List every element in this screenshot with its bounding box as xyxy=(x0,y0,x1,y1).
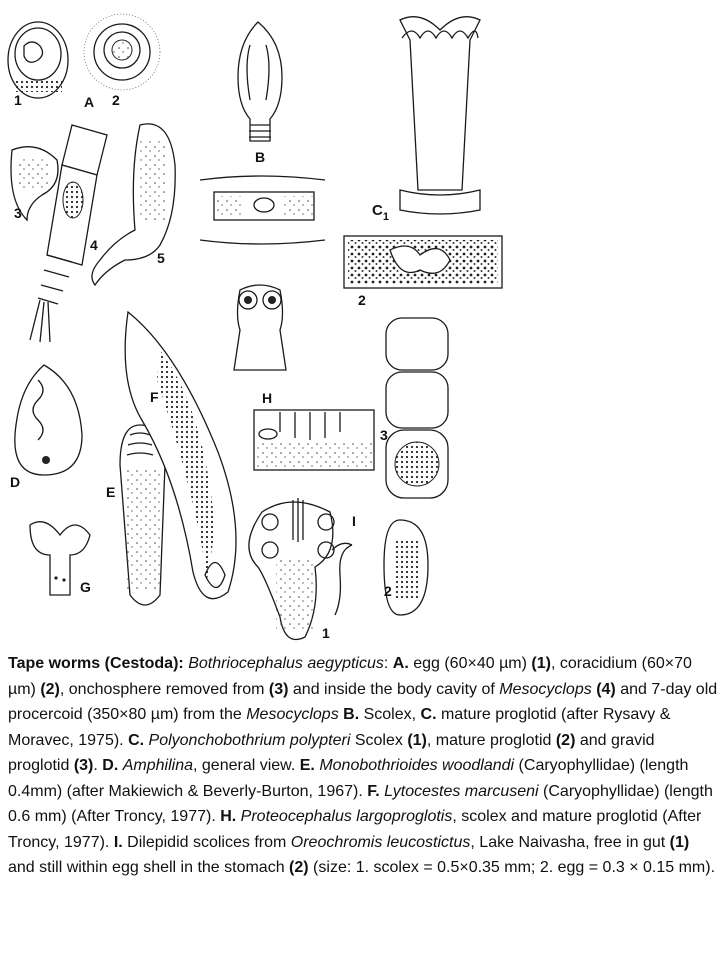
drawing-i2-egg xyxy=(384,520,428,615)
caption-title: Tape worms (Cestoda): xyxy=(8,655,184,672)
label-5: 5 xyxy=(157,250,165,266)
drawing-h-scolex xyxy=(234,285,286,370)
drawing-b-proglotid xyxy=(200,176,325,244)
drawing-c2-proglotid xyxy=(344,236,502,288)
label-a: A xyxy=(84,94,95,110)
drawing-a2-coracidium xyxy=(84,14,160,90)
drawing-c1-scolex xyxy=(400,17,480,214)
label-a2: 2 xyxy=(112,92,120,108)
label-d: D xyxy=(10,474,21,490)
label-g: G xyxy=(80,579,91,595)
drawing-a1-egg xyxy=(8,22,68,98)
figure-caption: Tape worms (Cestoda): Bothriocephalus aegypticus: A. egg (60×40 µm) (1), coracidium (60×70 µm) (2), onchosphere removed from (3) and inside the body cavity of Mesocyclops (4) and 7-day old procercoid (350×80 µm) from the Mesocyclops B. Scolex, C. mature proglotid (after Rysavy & Moravec, 1975). C. Polyonchobothrium polypteri Scolex (1), mature proglotid (2) and gravid proglotid (3). D. Amphilina, general view. E. Monobothrioides woodlandi (Caryophyllidae) (length 0.4mm) (after Makiewich & Beverly-Burton, 1967). F. Lytocestes marcuseni (Caryophyllidae) (length 0.6 mm) (After Troncy, 1977). H. Proteocephalus largoproglotis, scolex and mature proglotid (After Troncy, 1977). I. Dilepidid scolices from Oreochromis leucostictus, Lake Naivasha, free in gut (1) and still within egg shell in the stomach (2) (size: 1. scolex = 0.5×0.35 mm; 2. egg = 0.3 × 0.15 mm). xyxy=(8,655,718,876)
species-name: Polyonchobothrium polypteri xyxy=(148,731,351,749)
drawing-h-proglotid xyxy=(254,410,374,470)
label-h: H xyxy=(262,390,273,406)
label-3: 3 xyxy=(14,205,22,221)
species-name: Amphilina xyxy=(122,757,193,774)
label-e: E xyxy=(106,484,116,500)
label-c3: 3 xyxy=(380,427,388,443)
label-c2: 2 xyxy=(358,292,366,308)
species-name: Oreochromis leucostictus xyxy=(290,833,471,851)
label-c1: $C_1$ xyxy=(372,202,389,223)
label-f: F xyxy=(150,389,159,405)
drawing-b-scolex xyxy=(238,22,282,141)
species-name: Lytocestes marcuseni xyxy=(384,782,539,800)
label-i2: 2 xyxy=(384,583,392,599)
species-name: Proteocephalus largoproglotis xyxy=(240,808,453,825)
drawing-d-amphilina xyxy=(15,365,82,475)
label-4: 4 xyxy=(90,237,98,253)
label-i: I xyxy=(352,513,356,529)
drawing-i1-scolex xyxy=(249,498,334,640)
species-name: Monobothrioides woodlandi xyxy=(319,757,515,774)
label-b: B xyxy=(255,149,266,165)
label-a1: 1 xyxy=(14,92,22,108)
drawing-c3-gravid xyxy=(386,318,448,498)
label-i1: 1 xyxy=(322,625,330,641)
drawing-i-hook xyxy=(332,543,352,615)
species-name: Bothriocephalus aegypticus xyxy=(188,655,384,672)
